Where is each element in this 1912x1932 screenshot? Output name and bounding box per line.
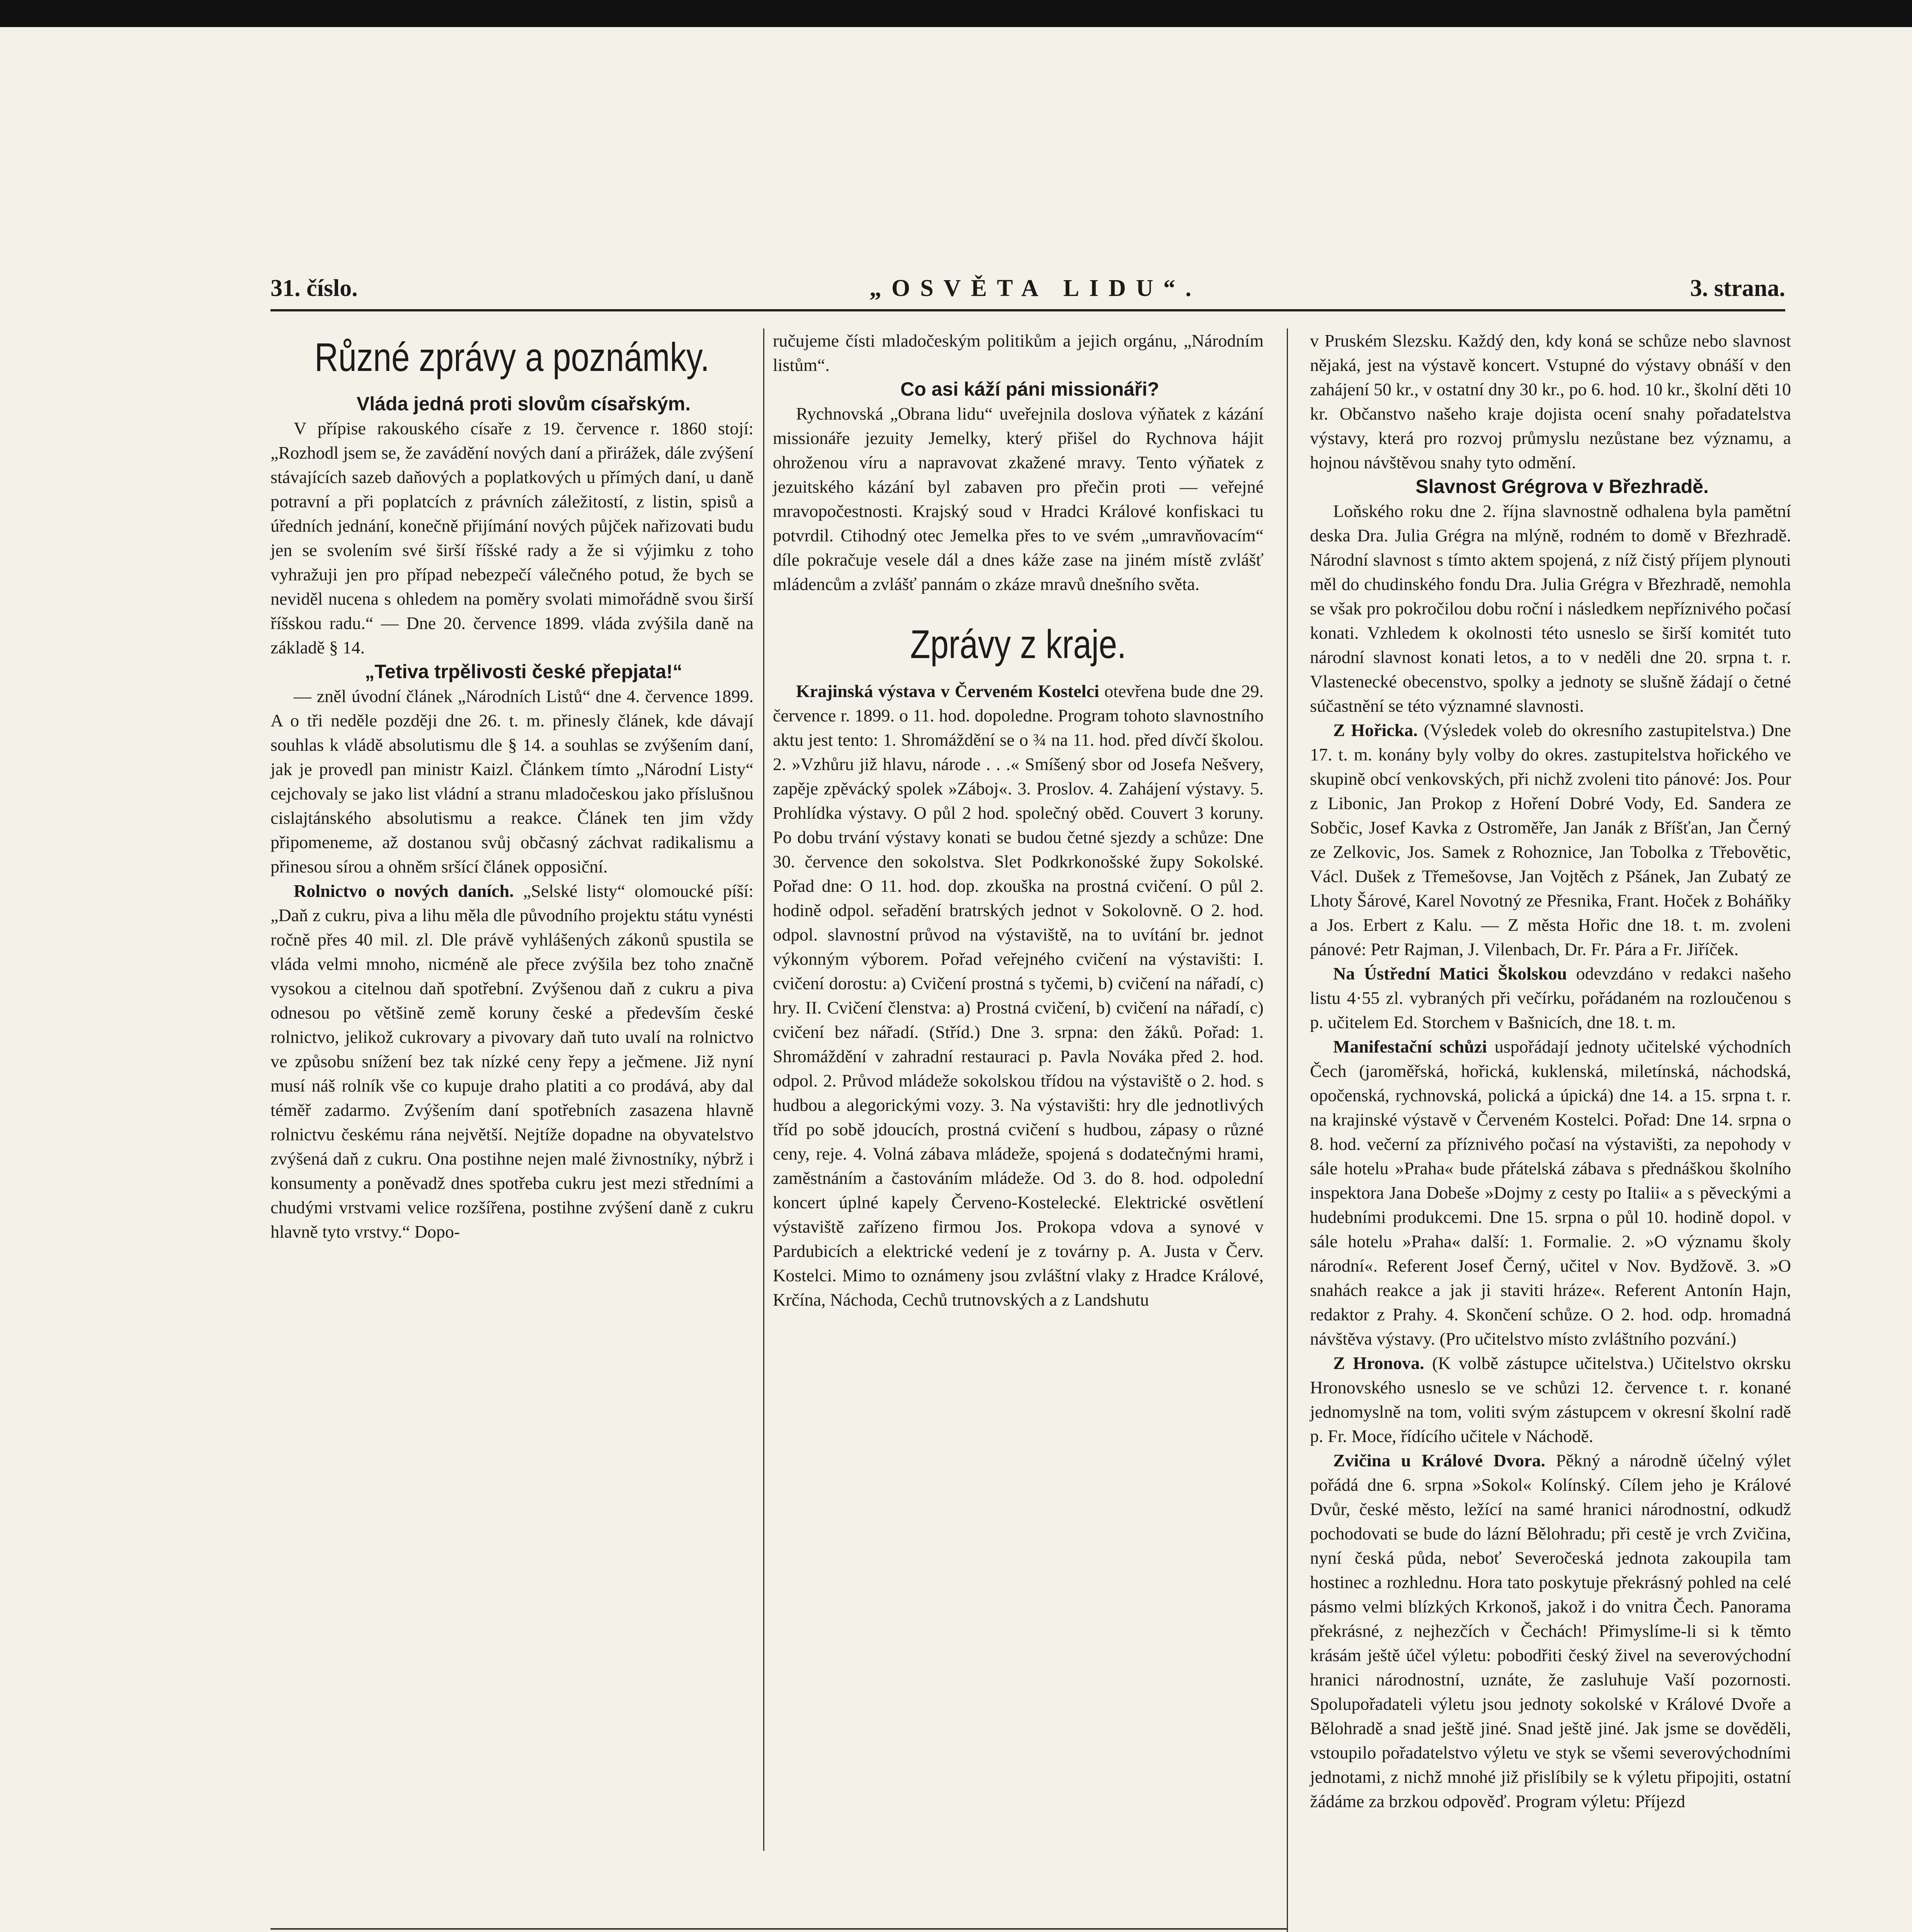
journal-title: „OSVĚTA LIDU“. (869, 275, 1201, 301)
article-paragraph: Manifestační schůzi uspořádají jednoty učitelské východních Čech (jaroměřská, hořická, kuklenská, miletínská, náchodská, opočenská, rychnovská, polická a úpická) dne 14. a 15. srpna t. r. na krajinské výstavě v Červeném Kostelci. Pořad: Dne 14. srpna o 8. hod. večerní za příznivého počasí na výstavišti, za nepohody v sále hotelu »Praha« bude přátelská zábava s přednáškou školního inspektora Jana Dobeše »Dojmy z cesty po Italii« a s pěveckými a hudebními produkcemi. Dne 15. srpna o půl 10. hodině dopol. v sále hotelu »Praha« další: 1. Formalie. 2. »O významu školy národní«. Referent Josef Černý, učitel v Nov. Bydžově. 3. »O snahách reakce a jak ji staviti hráze«. Referent Antonín Hajn, redaktor z Prahy. 4. Skončení schůze. O 2. hod. odp. hromadná návštěva výstavy. (Pro učitelstvo místo zvláštního pozvání.) (1310, 1037, 1791, 1349)
scan-top-edge (0, 0, 1912, 27)
article-title: Manifestační schůzi (1333, 1037, 1487, 1056)
article-paragraph: Z Hořicka. (Výsledek voleb do okresního zastupitelstva.) Dne 17. t. m. konány byly volby do okres. zastupitelstva hořického ve skupině obcí venkovských, při nichž zvoleni tito pánové: Jos. Pour z Libonic, Jan Prokop z Hoření Dobré Vody, Ed. Sandera ze Sobčic, Josef Kavka z Ostroměře, Jan Janák z Bříšťan, Jan Černý ze Zelkovic, Jos. Samek z Rohoznice, Jan Tobolka z Třebovětic, Václ. Dušek z Třemešovse, Jan Vojtěch z Pšánek, Jan Zubatý ze Lhoty Šárové, Karel Novotný ze Přesnika, Frant. Hoček z Boháňky a Jos. Erbert z Kalu. — Z města Hořic dne 18. t. m. zvoleni pánové: Petr Rajman, J. Vilenbach, Dr. Fr. Pára a Fr. Jiříček. (1310, 720, 1791, 959)
article-title: Na Ústřední Matici Školskou (1333, 964, 1567, 983)
article-title: Rolnictvo o nových daních. (294, 881, 514, 901)
section-heading: Různé zprávy a poznámky. (314, 335, 710, 380)
article-paragraph: Zvičina u Králové Dvora. Pěkný a národně účelný výlet pořádá dne 6. srpna »Sokol« Kolínský. Cílem jeho je Králové Dvůr, české město, ležící na samé hranici národnostní, odkudž pochodovati se bude do lázní Bělohradu; při cestě je vrch Zvičina, nyní česká půda, neboť Severočeská jednota zakoupila tam hostinec a rozhlednu. Hora tato poskytuje překrásný pohled na celé pásmo velmi blízkých Krkonoš, jakož i do vnitra Čech. Panorama překrásné, z nejhezčích v Čechách! Přimyslíme-li si k těmto krásám ještě účel výletu: pobodřiti český živel na severovýchodní hranici národnostní, uznáte, že zasluhuje Vaší pozornosti. Spolupořadateli výletu jsou jednoty sokolské v Králové Dvoře a Bělohradě a snad ještě jiné. Snad ještě jiné. Jak jsme se dověděli, vstoupilo pořadatelstvo výletu ve styk se všemi severovýchodními jednotami, z nichž mnohé již přislíbily se k výletu připojiti, ostatní žádáme za brzkou odpověď. Program výletu: Příjezd (1310, 1451, 1791, 1811)
article-title: Co asi káží páni missionáři? (900, 378, 1159, 400)
article-paragraph: Na Ústřední Matici Školskou odevzdáno v redakci našeho listu 4·55 zl. vybraných při večírku, pořádaném na rozloučenou s p. učitelem Ed. Storchem v Bašnicích, dne 18. t. m. (1310, 964, 1791, 1032)
column-divider (1287, 328, 1288, 1932)
article-paragraph: Rolnictvo o nových daních. „Selské listy“ olomoucké píší: „Daň z cukru, piva a lihu měla dle původního projektu státu vynésti ročně přes 40 mil. zl. Dle právě vyhlášených zákonů spustila se vláda velmi mnoho, nicméně ale přece zvýšila bez toho značně vysokou a citelnou daň spotřební. Zvýšenou daň z cukru a piva odnesou po většině země koruny české a především české rolnictvo, jelikož cukrovary a pivovary daň tuto uvalí na rolnictvo ve způsobu snížení bez tak nízké ceny řepy a ječmene. Již nyní musí náš rolník vše co kupuje draho platiti a co prodává, aby dal téměř zadarmo. Zvýšením daní spotřebních zasazena hlavně rolnictvu českému rána největší. Nejtíže dopadne na obyvatelstvo zvýšená daň z cukru. Ona postihne nejen malé živnostníky, nýbrž i konsumenty a poněvadž dnes spotřeba cukru jest mezi středními a chudými vrstvami velice rozšířena, postihne zvýšení daně z cukru hlavně tyto vrstvy.“ Dopo- (270, 881, 754, 1242)
page-header (270, 267, 1785, 311)
column-1 (270, 328, 754, 1932)
article-paragraph: Rychnovská „Obrana lidu“ uveřejnila doslova výňatek z kázání missionáře jezuity Jemelky, který přišel do Rychnova hájit ohroženou víru a napravovat zkažené mravy. Tento výňatek z jezuitského kázání byl zabaven pro přečin proti — veřejné mravopočestnosti. Krajský soud v Hradci Králové konfiskaci tu potvrdil. Ctihodný otec Jemelka přes to ve svém „umravňovacím“ díle pokračuje vesele dál a dnes káže zase na jiném místě zvlášť mládencům a zvlášť pannám o zkáze mravů dnešního světa. (773, 404, 1264, 594)
article-title: Zvičina u Králové Dvora. (1333, 1451, 1546, 1470)
article-title: Vláda jedná proti slovům císařským. (356, 393, 691, 415)
article-title: Slavnost Grégrova v Březhradě. (1415, 476, 1709, 497)
column-2 (773, 328, 1264, 1932)
issue-number: 31. číslo. (270, 275, 358, 301)
article-paragraph: Z Hronova. (K volbě zástupce učitelstva.) Učitelstvo okrsku Hronovského usneslo se ve schůzi 12. července t. r. konané jednomyslně na tom, voliti svým zástupcem v okresní školní radě p. Fr. Moce, řídícího učitele v Náchodě. (1310, 1353, 1791, 1446)
article-title: Krajinská výstava v Červeném Kostelci (796, 681, 1099, 701)
article-title: Z Hronova. (1333, 1353, 1424, 1373)
article-paragraph: Krajinská výstava v Červeném Kostelci otevřena bude dne 29. července r. 1899. o 11. hod. dopoledne. Program tohoto slavnostního aktu jest tento: 1. Shromáždění se o ¾ na 11. hod. před dívčí školou. 2. »Vzhůru již hlavu, národe . . .« Smíšený sbor od Josefa Nešvery, zapěje zpěvácký spolek »Záboj«. 3. Proslov. 4. Zahájení výstavy. 5. Prohlídka výstavy. O půl 2 hod. společný oběd. Couvert 3 koruny. Po dobu trvání výstavy konati se budou četné sjezdy a schůze: Dne 30. července den sokolstva. Slet Podkrkonošské župy Sokolské. Pořad dne: O 11. hod. dop. zkouška na prostná cvičení. O půl 2. hodině odpol. seřadění bratrských jednot v Sokolovně. O 2. hod. odpol. slavnostní průvod na výstaviště, na to uvítání br. jednot výkonným výborem. Pořad veřejného cvičení na výstavišti: I. cvičení dorostu: a) Cvičení prostná s tyčemi, b) cvičení na nářadí, c) hry. II. Cvičení členstva: a) Prostná cvičení, b) cvičení na nářadí, c) cvičení bez nářadí. (Stříd.) Dne 3. srpna: den žáků. Pořad: 1. Shromáždění v zahradní restauraci p. Pavla Nováka před 2. hod. odpol. 2. Průvod mládeže sokolskou třídou na výstaviště o 2. hod. s hudbou a alegorickými vozy. 3. Na výstavišti: hry dle jednotlivých tříd po sobě jdoucích, prostná cvičení s hudbou, zápasy o různé ceny, reje. 4. Volná zábava mládeže, spojená s dodatečnými hrami, zaměstnáním a častováním mládeže. Od 3. do 8. hod. odpolední koncert úplné kapely Červeno-Kostelecké. Elektrické osvětlení výstaviště zařízeno firmou Jos. Prokopa vdova a synové v Pardubicích a elektrické vedení je z továrny p. A. Justa v Červ. Kostelci. Mimo to oznámeny jsou zvláštní vlaky z Hradce Králové, Krčína, Náchoda, Cechů trutnovských a z Landshutu (773, 681, 1264, 1310)
section-heading: Zprávy z kraje. (910, 622, 1126, 667)
column-3 (1310, 328, 1791, 1932)
article-paragraph: Loňského roku dne 2. října slavnostně odhalena byla pamětní deska Dra. Julia Grégra na mlýně, rodném to domě v Březhradě. Národní slavnost s tímto aktem spojená, z níž čistý příjem plynouti měl do chudinského fondu Dra. Julia Grégra v Březhradě, nemohla se však pro pokročilou dobu roční i následkem nepříznivého počasí konati. Vzhledem k okolnosti této usneslo se širší komitét tuto národní slavnost konati letos, a to v neděli dne 20. srpna t. r. Vlastenecké obecenstvo, spolky a jednoty se slušně žádají o četné súčastnění se této významné slavnosti. (1310, 501, 1791, 716)
column-divider (763, 328, 764, 1851)
article-title: „Tetiva trpělivosti české přepjata!“ (365, 661, 682, 682)
article-paragraph: v Pruském Slezsku. Každý den, kdy koná se schůze nebo slavnost nějaká, jest na výstavě koncert. Vstupné do výstavy obnáší v den zahájení 50 kr., v ostatní dny 30 kr., po 6. hod. 10 kr., školní děti 10 kr. Občanstvo našeho kraje dojista ocení snahy pořadatelstva výstavy, která pro rozvoj průmyslu nezůstane bez významu, a hojnou návštěvou snahy tyto odmění. (1310, 331, 1791, 472)
page-number: 3. strana. (1690, 275, 1785, 301)
article-paragraph: V přípise rakouského císaře z 19. července r. 1860 stojí: „Rozhodl jsem se, že zavádění nových daní a přirážek, dále zvýšení stávajících sazeb daňových a poplatkových u přímých daní, u daně potravní a při poplatcích z právních záležitostí, z listin, spisů a úředních jednání, konečně přijímání nových půjček nařizovati budu jen se svolením své širší říšské rady a že si výjimku z toho vyhražuji jen pro případ nebezpečí válečného potud, že bych se neviděl nucena s ohledem na poměry svolati mimořádně svou širší říšskou radu.“ — Dne 20. července 1899. vláda zvýšila daně na základě § 14. (270, 418, 754, 657)
article-title: Z Hořicka. (1333, 720, 1418, 740)
article-paragraph: — zněl úvodní článek „Národních Listů“ dne 4. července 1899. A o tři neděle později dne 26. t. m. přinesly článek, kde dávají souhlas k vládě absolutismu dle § 14. a souhlas se zvýšením daní, jak je provedl pan ministr Kaizl. Článkem tímto „Národní Listy“ cejchovaly se jako list vládní a stranu mladočeskou jako příslušnou cislajtánského absolutismu a reakce. Článek ten jim vždy připomeneme, až dostanou svůj občasný záchvat radikalismu a přinesou sírou a ohněm sršící článek opposiční. (270, 686, 754, 876)
article-paragraph: ručujeme čísti mladočeským politikům a jejich orgánu, „Národním listům“. (773, 331, 1264, 375)
